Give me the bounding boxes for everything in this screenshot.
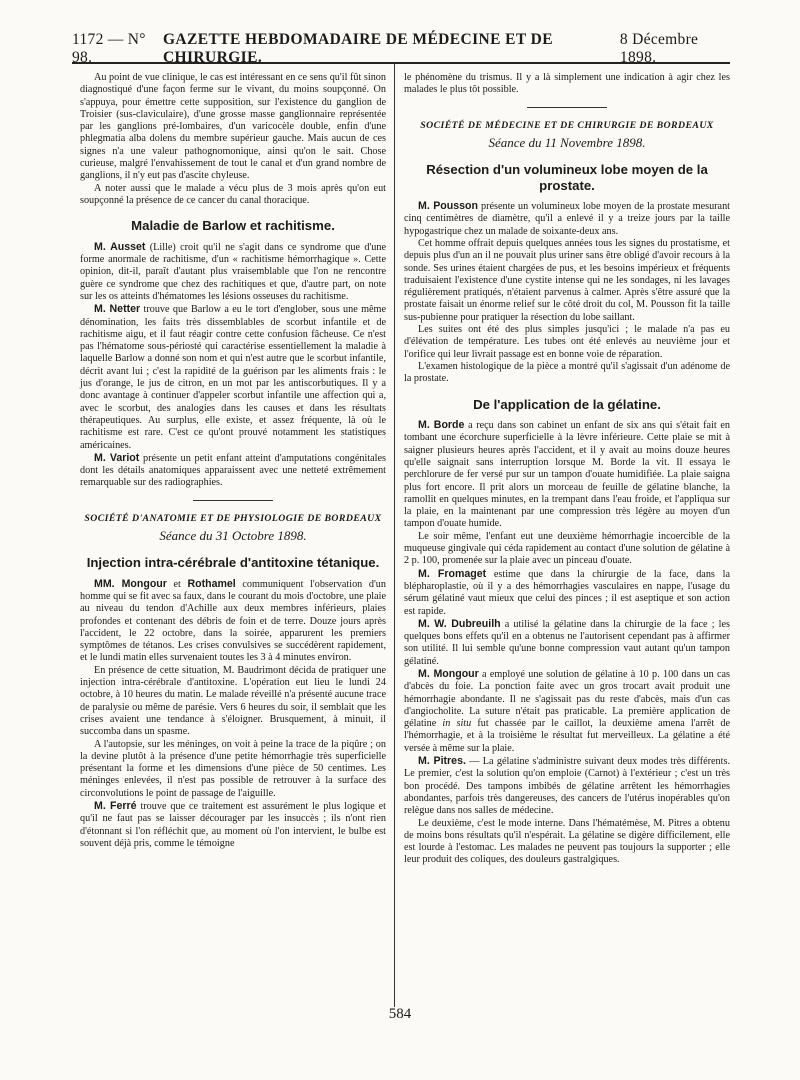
speaker-pitres: M. Pitres. bbox=[418, 755, 466, 768]
speaker-borde: M. Borde bbox=[418, 419, 465, 432]
paragraph-a-noter: A noter aussi que le malade a vécu plus de 3 mois après qu'on eut soupçonné la présence de ce cancer du canal thoracique. bbox=[80, 182, 386, 206]
journal-title: GAZETTE HEBDOMADAIRE DE MÉDECINE ET DE CHIRURGIE. bbox=[162, 31, 553, 66]
section-rule bbox=[193, 500, 273, 501]
latin-in-situ: in situ bbox=[442, 718, 472, 730]
paragraph-autopsie: A l'autopsie, sur les méninges, on voit à peine la trace de la piqûre ; on la devine plutôt à la présence d'une petite hémorrhagie très superficielle présentant la forme et les dimensions d'une pièce de 50 centimes. Les méninges enlevées, il n'est pas possible de retrouver à la surface des circonvolutions le point de passage de l'aiguille. bbox=[80, 738, 386, 799]
speaker-mongour: MM. Mongour bbox=[94, 577, 167, 590]
paragraph-ferre: M. Ferré trouve que ce traitement est assurément le plus logique et qu'il ne faut pas se laisser décourager par les insuccès ; ils n'ont rien d'étonnant si l'on réfléchit que, au moment où l'on intervient, le bulbe est souvent déjà pris, comme le témoigne bbox=[80, 800, 386, 849]
paragraph-examen: L'examen histologique de la pièce a montré qu'il s'agissait d'un adénome de la prostate. bbox=[404, 360, 730, 385]
speaker-ferre: M. Ferré bbox=[94, 800, 137, 813]
speaker-dubreuilh: M. W. Dubreuilh bbox=[418, 617, 501, 630]
paragraph-fromaget: M. Fromaget estime que dans la chirurgie de la face, dans la blépharoplastie, où il y a des hémorrhagies vasculaires en nappe, l'usage du sérum gélatiné vaut mieux que celui des pinces ; il est aseptique et son action est rapide. bbox=[404, 567, 730, 617]
paragraph-mongour: M. Mongour a employé une solution de gélatine à 10 p. 100 dans un cas d'abcès du foie. La ponction faite avec un gros trocart avait produit une hémorrhagie abondante. Il ne s'agissait pas du reste d'abcès, mais d'un cas d'angiocholite. La suture n'était pas praticable. La première application de gélatine in situ fut chassée par le caillot, la deuxième amena l'arrêt de l'hémorrhagie, et à la troisième le résultat fut merveilleux. La gélatine a été versée à même sur la plaie. bbox=[404, 667, 730, 754]
seance-date-novembre: Séance du 11 Novembre 1898. bbox=[488, 135, 646, 151]
section-rule bbox=[527, 107, 607, 108]
paragraph-clinique: Au point de vue clinique, le cas est intéressant en ce sens qu'il fût sinon diagnostiqué d'une façon ferme sur le vivant, du moins soupçonné. On s'appuya, pour émettre cette supposition, sur l'existence du ganglion de Troisier (sus-claviculaire), d'une grosse masse ganglionnaire représentée par les ganglions pré-lombaires, d'un varicocèle double, enfin d'une phlegmatia alba dolens du membre supérieur gauche. Mais aucun de ces signes n'a une valeur pathognomonique, ainsi qu'on le sait. Chose curieuse, malgré l'envahissement de tout le canal et d'un grand nombre de ganglions, il n'y eut pas d'ascite chyleuse. bbox=[80, 72, 386, 182]
society-heading-anatomie: SOCIÉTÉ D'ANATOMIE ET DE PHYSIOLOGIE DE BORDEAUX bbox=[84, 512, 382, 524]
column-divider bbox=[394, 63, 395, 1007]
paragraph-netter: M. Netter trouve que Barlow a eu le tort d'englober, sous une même dénomination, les faits très dissemblables de scorbut infantile et de rachitisme aigu, et il faut réagir contre cette confusion fâcheuse. Ce n'est pas l'hématome sous-périosté qui caractérise essentiellement la maladie à laquelle Barlow a donné son nom et qui n'est autre que le scorbut infantile, décrit avant lui ; c'est la rapidité de la guérison par les aliments frais : le jus d'orange, le jus de citron, en un mot par les antiscorbutiques. Il y a donc avantage à continuer d'appeler scorbut infantile une affection qui a, avec le scorbut, des analogies dans les causes et dans les résultats thérapeutiques. Au surplus, elle existe, et assez fréquente, là où le rachitisme est rare. C'est ce qu'ont prouvé notamment les statistiques américaines. bbox=[80, 303, 386, 451]
heading-barlow: Maladie de Barlow et rachitisme. bbox=[131, 218, 335, 234]
speaker-mongour-2: M. Mongour bbox=[418, 667, 479, 680]
speaker-rothamel: Rothamel bbox=[187, 577, 236, 590]
society-heading-medecine: SOCIÉTÉ DE MÉDECINE ET DE CHIRURGIE DE BORDEAUX bbox=[420, 119, 714, 131]
speaker-ausset: M. Ausset bbox=[94, 240, 146, 253]
paragraph-pousson: M. Pousson présente un volumineux lobe moyen de la prostate mesurant cinq centimètres de diamètre, qu'il a enlevé il y a treize jours par la taille hypogastrique chez un malade de soixante-deux ans. bbox=[404, 200, 730, 237]
paragraph-variot: M. Variot présente un petit enfant atteint d'amputations congénitales dont les détails anatomiques apparaissent avec une netteté extrêmement remarquable sur des radiographies. bbox=[80, 451, 386, 489]
paragraph-suites: Les suites ont été des plus simples jusqu'ici ; le malade n'a pas eu d'élévation de température. Les tubes ont été enlevés au neuvième jour et l'orifice qui leur livrait passage est en bonne voie de réparation. bbox=[404, 324, 730, 360]
paragraph-presence: En présence de cette situation, M. Baudrimont décida de pratiquer une injection intra-cérébrale d'antitoxine. L'opération eut lieu le lundi 24 octobre, à 10 heures du matin. Le malade réveillé n'a présenté aucune trace de paralysie ou même de parésie. Vers 6 heures du soir, il semblait que les crises avaient une tendance à s'éloigner. Brusquement, à minuit, il succomba dans un spasme. bbox=[80, 664, 386, 738]
paragraph-dubreuilh: M. W. Dubreuilh a utilisé la gélatine dans la chirurgie de la face ; les quelques bons effets qu'il en a obtenus ne l'autorisent cependant pas à affirmer son utilité. Il lui semble qu'une bonne compression vaut autant qu'un tampon gélatiné. bbox=[404, 617, 730, 667]
left-column bbox=[80, 72, 386, 850]
heading-resection: Résection d'un volumineux lobe moyen de la prostate. bbox=[426, 162, 708, 193]
speaker-pousson: M. Pousson bbox=[418, 200, 478, 213]
heading-injection: Injection intra-cérébrale d'antitoxine tétanique. bbox=[86, 555, 380, 571]
paragraph-continuation: le phénomène du trismus. Il y a là simplement une indication à agir chez les malades le plus tôt possible. bbox=[404, 72, 730, 96]
paragraph-mongour-rothamel: MM. Mongour et Rothamel communiquent l'observation d'un homme qui se fit avec sa faux, dans le courant du mois d'octobre, une plaie au niveau du tendon d'Achille aux deux membres inférieurs, plaies profondes et contenant des débris de foin et de terre. Douze jours après l'accident, le 22 octobre, dans la soirée, apparurent les premiers symptômes de tétanos. Les crises convulsives se succédèrent rapidement, et le lundi matin elles survenaient toutes les 3 à 4 minutes environ. bbox=[80, 577, 386, 664]
speaker-fromaget: M. Fromaget bbox=[418, 567, 487, 580]
paragraph-borde: M. Borde a reçu dans son cabinet un enfant de six ans qui s'était fait en tombant une écorchure superficielle à la lèvre inférieure. Cette plaie se mit à saigner plusieurs heures après l'accident, et il y avait au moins douze heures qu'elle saignait sans interruption lorsque M. Borde la vit. Il essaya le perchlorure de fer versé pur sur un tampon d'ouate humidifiée. La plaie saigna plus fort encore. Il prit alors un morceau de feuille de gélatine blanche, la ramollit en quelques minutes, en la trempant dans l'eau froide, et l'appliqua sur la plaie, en la maintenant par une compression très légère au moyen d'un tampon d'ouate humide. bbox=[404, 419, 730, 530]
running-header bbox=[72, 31, 730, 66]
page-number: 584 bbox=[388, 1006, 412, 1022]
speaker-netter: M. Netter bbox=[94, 303, 141, 316]
right-column bbox=[404, 72, 730, 867]
heading-gelatine: De l'application de la gélatine. bbox=[473, 396, 661, 412]
paragraph-pitres: M. Pitres. — La gélatine s'administre suivant deux modes très différents. Le premier, c'est la solution qu'on emploie (Carnot) à l'extérieur ; c'est un très bon procédé. Des tampons imbibés de gélatine arrêtent les hémorrhagies abondantes, parfois très dangereuses, des cancers de l'utérus inopérables qu'on relègue dans nos salles de médecine. bbox=[404, 755, 730, 817]
header-rule bbox=[72, 62, 730, 64]
paragraph-homme: Cet homme offrait depuis quelques années tous les signes du prostatisme, et depuis plus d'un an il ne pouvait plus uriner sans être obligé d'avoir recours à la sonde. Ses urines étaient chargées de pus, et les besoins impérieux et fréquents traduisaient l'existence d'une cystite intense qui ne les sondages, ni les lavages régulièrement pratiqués, n'étaient parvenus à calmer. Après s'être assuré que la prostate faisait un énorme relief sur le côté droit du col, M. Pousson fit la taille sus-pubienne pour pratiquer la résection du lobe saillant. bbox=[404, 237, 730, 323]
seance-date-octobre: Séance du 31 Octobre 1898. bbox=[159, 528, 307, 544]
paragraph-soir: Le soir même, l'enfant eut une deuxième hémorrhagie incoercible de la muqueuse gingivale qui céda rapidement au contact d'une solution de gélatine à 2 p. 100, promenée sur la plaie avec un pinceau d'ouate. bbox=[404, 530, 730, 567]
issue-number: 1172 — N° 98. bbox=[72, 31, 146, 66]
speaker-variot: M. Variot bbox=[94, 451, 140, 464]
issue-date: 8 Décembre 1898. bbox=[619, 31, 699, 66]
paragraph-deuxieme: Le deuxième, c'est le mode interne. Dans l'hématémèse, M. Pitres a obtenu de moins bons résultats qu'il n'espérait. La gélatine se digère difficilement, elle est lourde à l'estomac. Les malades ne peuvent pas toujours la supporter ; elle leur produit des coliques, des douleurs gastralgiques. bbox=[404, 817, 730, 866]
paragraph-ausset: M. Ausset (Lille) croit qu'il ne s'agit dans ce syndrome que d'une forme anormale de rachitisme, d'un « rachitisme hémorrhagique ». Cette opinion, dit-il, paraît d'autant plus vraisemblable que l'on ne rencontre guère ce syndrome que chez des rachitiques et que, d'autre part, on note sur les os atteints d'hématomes les lésions osseuses du rachitisme. bbox=[80, 240, 386, 302]
